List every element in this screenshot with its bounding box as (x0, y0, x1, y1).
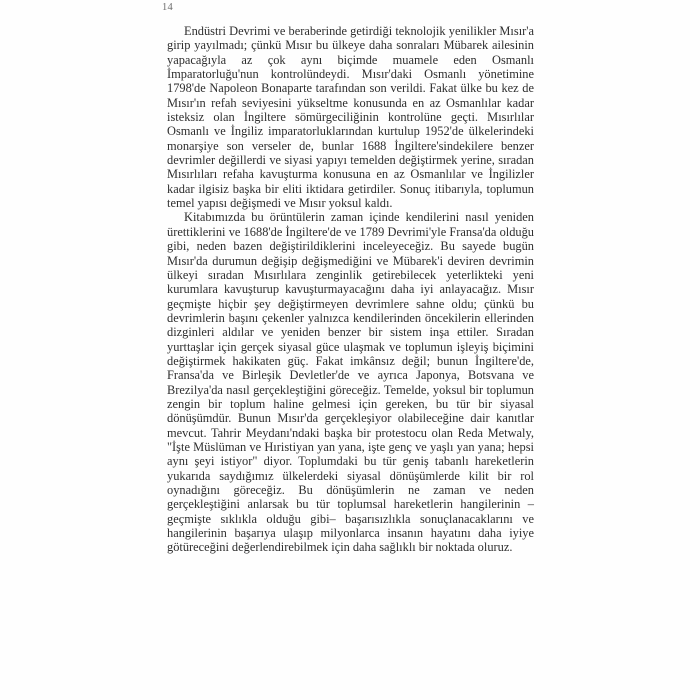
page-number: 14 (162, 2, 174, 13)
body-paragraph: Endüstri Devrimi ve beraberinde getirdiği teknolojik yenilikler Mısır'a girip yayılmadı; çünkü Mısır bu ülkeye daha sonraları Mübarek ailesinin yapacağıyla az çok aynı biçimde muamele eden Osmanlı İmparatorluğu'nun kontrolündeydi. Mısır'daki Osmanlı yönetimine 1798'de Napoleon Bonaparte tarafından son verildi. Fakat ülke bu kez de Mısır'ın refah seviyesini yükseltme konusunda en az Osmanlılar kadar isteksiz olan İngiltere sömürgeciliğinin kontrolüne geçti. Mısırlılar Osmanlı ve İngiliz imparatorluklarından kurtulup 1952'de ülkelerindeki monarşiye son verseler de, bunlar 1688 İngiltere'sindekilere benzer devrimler değillerdi ve siyasi yapıyı temelden değiştirmek yerine, sıradan Mısırlıları refaha kavuşturma konusuna en az Osmanlılar ve İngilizler kadar ilgisiz başka bir eliti iktidara getirdiler. Sonuç itibarıyla, toplumun temel yapısı değişmedi ve Mısır yoksul kaldı. (167, 24, 534, 211)
body-text-block (167, 24, 534, 555)
body-paragraph: Kitabımızda bu örüntülerin zaman içinde kendilerini nasıl yeniden ürettiklerini ve 1688'de İngiltere'de ve 1789 Devrimi'yle Fransa'da olduğu gibi, neden bazen değiştirildiklerini inceleyeceğiz. Bu sayede bugün Mısır'da durumun değişip değişmediğini ve Mübarek'i deviren devrimin ülkeyi sıradan Mısırlılara zenginlik getirebilecek yeterlikteki yeni kurumlara kavuşturup kavuşturmayacağını daha iyi anlayacağız. Mısır geçmişte hiçbir şey değiştirmeyen devrimlere sahne oldu; çünkü bu devrimlerin başını çekenler yalnızca kendilerinden öncekilerin ellerinden dizginleri aldılar ve yeniden benzer bir sistem inşa ettiler. Sıradan yurttaşlar için gerçek siyasal güce ulaşmak ve toplumun işleyiş biçimini değiştirmek hakikaten güç. Fakat imkânsız değil; bunun İngiltere'de, Fransa'da ve Birleşik Devletler'de ve ayrıca Japonya, Botsvana ve Brezilya'da nasıl gerçekleştiğini göreceğiz. Temelde, yoksul bir toplumun zengin bir toplum haline gelmesi için gereken, bu tür bir siyasal dönüşümdür. Bunun Mısır'da gerçekleşiyor olabileceğine dair kanıtlar mevcut. Tahrir Meydanı'ndaki başka bir protestocu olan Reda Metwaly, "İşte Müslüman ve Hıristiyan yan yana, işte genç ve yaşlı yan yana; hepsi aynı şeyi istiyor" diyor. Toplumdaki bu tür geniş tabanlı hareketlerin yukarıda saydığımız ülkelerdeki siyasal dönüşümlerde kilit bir rol oynadığını göreceğiz. Bu dönüşümlerin ne zaman ve neden gerçekleştiğini anlarsak bu tür toplumsal hareketlerin hangilerinin –geçmişte sıklıkla olduğu gibi– başarısızlıkla sonuçlanacaklarını ve hangilerinin başarıya ulaşıp milyonlarca insanın hayatını daha iyiye götüreceğini değerlendirebilmek için daha sağlıklı bir noktada oluruz. (167, 210, 534, 555)
